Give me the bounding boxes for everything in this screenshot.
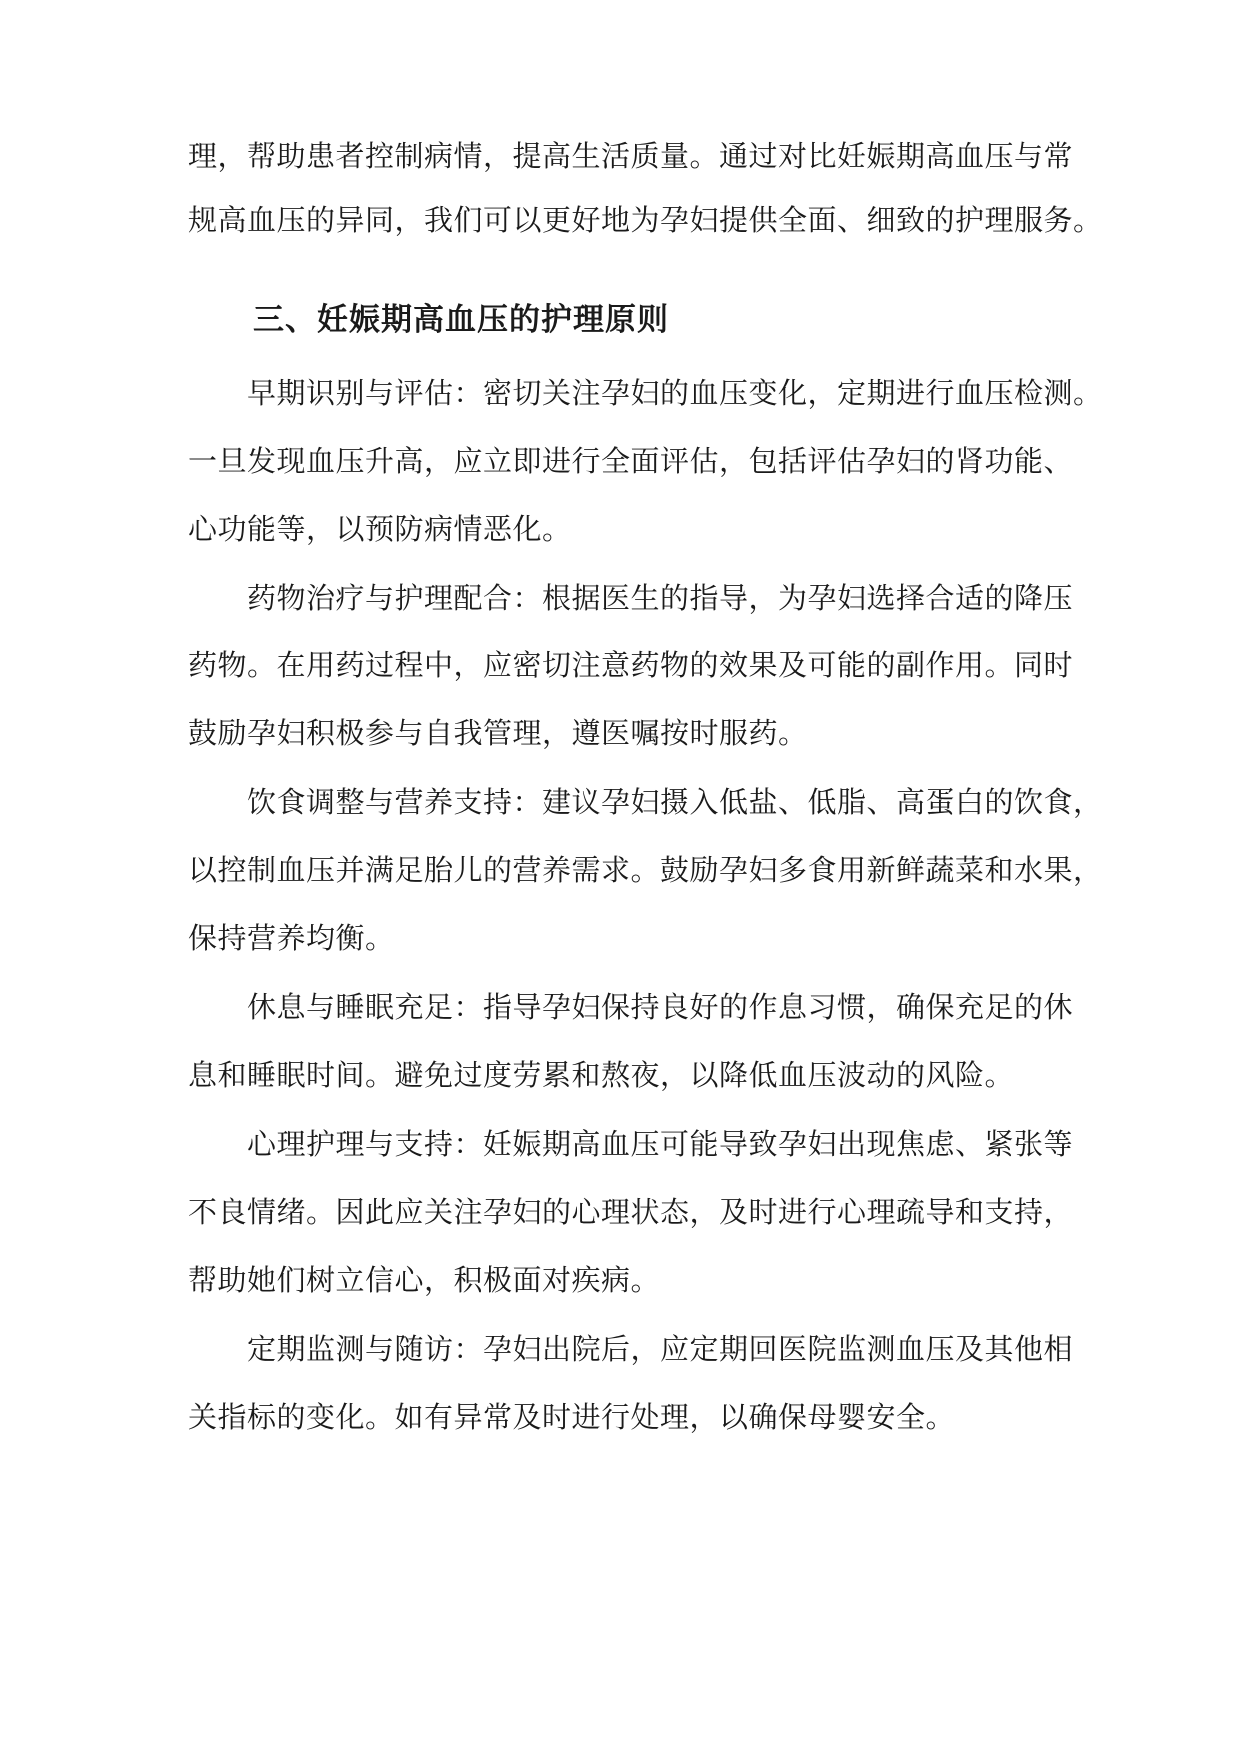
paragraph-line: 不良情绪。因此应关注孕妇的心理状态，及时进行心理疏导和支持， [188, 1195, 1074, 1229]
paragraph-line: 一旦发现血压升高，应立即进行全面评估，包括评估孕妇的肾功能、 [188, 444, 1074, 478]
paragraph-line: 药物治疗与护理配合：根据医生的指导，为孕妇选择合适的降压 [247, 581, 1074, 615]
paragraph-line: 帮助她们树立信心，积极面对疾病。 [188, 1263, 661, 1297]
paragraph-line: 息和睡眠时间。避免过度劳累和熬夜，以降低血压波动的风险。 [188, 1058, 1015, 1092]
paragraph-line: 心理护理与支持：妊娠期高血压可能导致孕妇出现焦虑、紧张等 [247, 1127, 1074, 1161]
paragraph-line: 定期监测与随访：孕妇出院后，应定期回医院监测血压及其他相 [247, 1332, 1074, 1366]
paragraph-line: 鼓励孕妇积极参与自我管理，遵医嘱按时服药。 [188, 716, 808, 750]
paragraph-line: 保持营养均衡。 [188, 921, 395, 955]
intro-line-1: 理，帮助患者控制病情，提高生活质量。通过对比妊娠期高血压与常 [188, 139, 1074, 173]
paragraph-line: 以控制血压并满足胎儿的营养需求。鼓励孕妇多食用新鲜蔬菜和水果， [188, 853, 1103, 887]
paragraph-line: 心功能等，以预防病情恶化。 [188, 512, 572, 546]
paragraph-line: 早期识别与评估：密切关注孕妇的血压变化，定期进行血压检测。 [247, 376, 1103, 410]
section-heading: 三、妊娠期高血压的护理原则 [253, 302, 669, 338]
paragraph-line: 饮食调整与营养支持：建议孕妇摄入低盐、低脂、高蛋白的饮食， [247, 785, 1103, 819]
intro-line-2: 规高血压的异同，我们可以更好地为孕妇提供全面、细致的护理服务。 [188, 203, 1103, 237]
paragraph-line: 休息与睡眠充足：指导孕妇保持良好的作息习惯，确保充足的休 [247, 990, 1074, 1024]
paragraph-line: 关指标的变化。如有异常及时进行处理，以确保母婴安全。 [188, 1400, 956, 1434]
paragraph-line: 药物。在用药过程中，应密切注意药物的效果及可能的副作用。同时 [188, 648, 1074, 682]
